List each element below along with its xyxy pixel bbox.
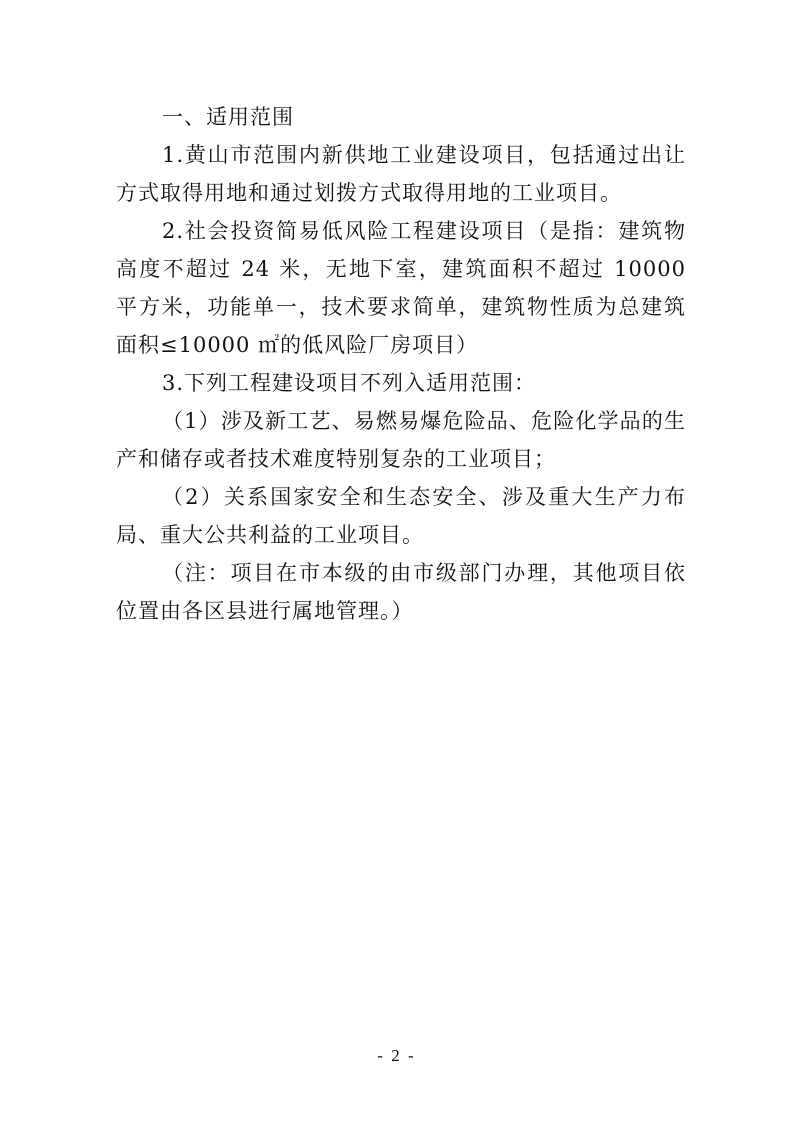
paragraph-item-1: 1.黄山市范围内新供地工业建设项目，包括通过出让方式取得用地和通过划拨方式取得用地的工业项目。: [116, 143, 686, 205]
paragraph-item-3: 3.下列工程建设项目不列入适用范围：: [162, 371, 537, 395]
section-heading: 一、适用范围: [162, 105, 294, 129]
page-number: - 2 -: [377, 1046, 416, 1065]
paragraph-subitem-2: （2）关系国家安全和生态安全、涉及重大生产力布局、重大公共利益的工业项目。: [116, 485, 686, 547]
paragraph-note: （注：项目在市本级的由市级部门办理，其他项目依位置由各区县进行属地管理。）: [116, 561, 686, 623]
paragraph-subitem-1: （1）涉及新工艺、易燃易爆危险品、危险化学品的生产和储存或者技术难度特别复杂的工业项目；: [116, 409, 686, 471]
document-body: [116, 98, 686, 630]
paragraph-item-2: 2.社会投资简易低风险工程建设项目（是指：建筑物高度不超过 24 米，无地下室，建筑面积不超过 10000 平方米，功能单一，技术要求简单，建筑物性质为总建筑面积≤10000 ㎡的低风险厂房项目）: [116, 219, 686, 357]
